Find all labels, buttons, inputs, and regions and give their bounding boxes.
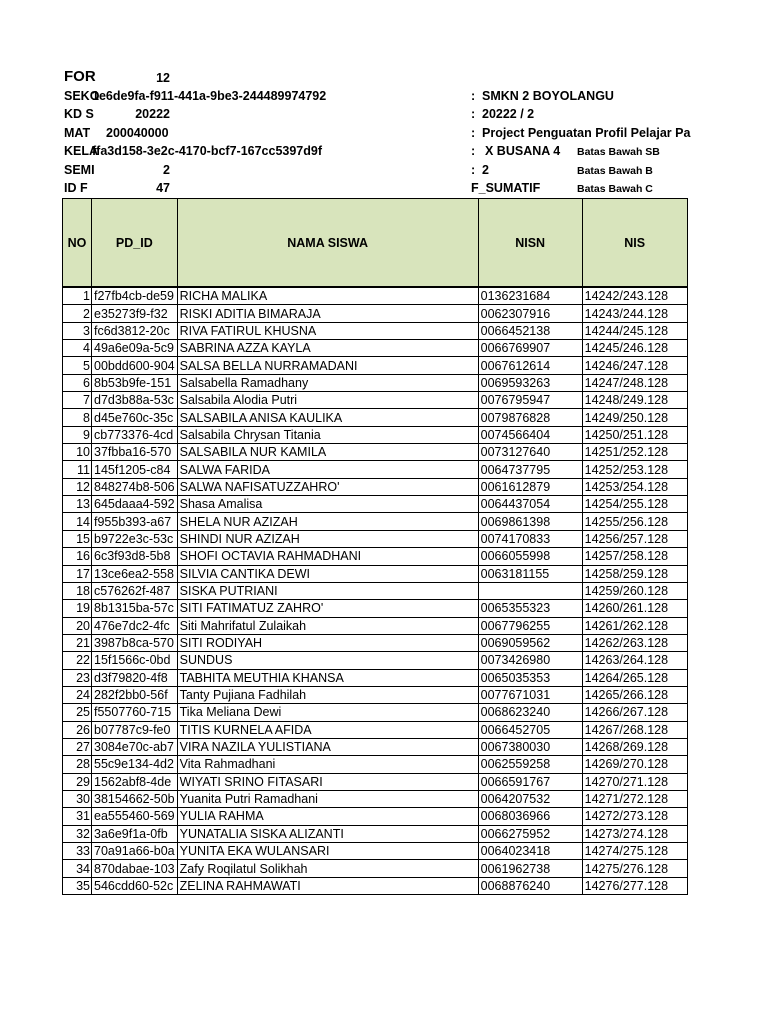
row-nisn: 0136231684 <box>478 288 582 305</box>
row-pd-id: fc6d3812-20c <box>92 322 178 339</box>
row-nama-siswa: SILVIA CANTIKA DEWI <box>177 565 478 582</box>
row-no: 3 <box>63 322 92 339</box>
row-nama-siswa: Yuanita Putri Ramadhani <box>177 790 478 807</box>
table-row <box>63 617 688 634</box>
row-nisn: 0064207532 <box>478 790 582 807</box>
row-nama-siswa: WIYATI SRINO FITASARI <box>177 773 478 790</box>
table-row <box>63 305 688 322</box>
row-no: 34 <box>63 860 92 877</box>
row-pd-id: 37fbba16-570 <box>92 444 178 461</box>
row-nama-siswa: Salsabila Alodia Putri <box>177 392 478 409</box>
row-no: 9 <box>63 426 92 443</box>
row-nama-siswa: Salsabella Ramadhany <box>177 374 478 391</box>
row-nisn: 0066452705 <box>478 721 582 738</box>
row-no: 4 <box>63 340 92 357</box>
row-pd-id: 38154662-50b <box>92 790 178 807</box>
table-row <box>63 340 688 357</box>
table-row <box>63 565 688 582</box>
row-nisn: 0069861398 <box>478 513 582 530</box>
row-nama-siswa: SABRINA AZZA KAYLA <box>177 340 478 357</box>
row-pd-id: 282f2bb0-56f <box>92 686 178 703</box>
row-nisn: 0069059562 <box>478 634 582 651</box>
row-pd-id: 15f1566c-0bd <box>92 652 178 669</box>
row-no: 7 <box>63 392 92 409</box>
row-nis: 14246/247.128 <box>582 357 687 374</box>
row-nisn: 0067380030 <box>478 738 582 755</box>
row-nisn: 0074566404 <box>478 426 582 443</box>
row-nisn: 0066591767 <box>478 773 582 790</box>
table-row <box>63 322 688 339</box>
row-nisn: 0073426980 <box>478 652 582 669</box>
row-pd-id: d45e760c-35c <box>92 409 178 426</box>
row-nis: 14242/243.128 <box>582 288 687 305</box>
table-row <box>63 686 688 703</box>
row-no: 32 <box>63 825 92 842</box>
row-nisn: 0068623240 <box>478 704 582 721</box>
row-nisn: 0073127640 <box>478 444 582 461</box>
row-nis: 14248/249.128 <box>582 392 687 409</box>
row-nis: 14258/259.128 <box>582 565 687 582</box>
table-row <box>63 461 688 478</box>
row-pd-id: 848274b8-506 <box>92 478 178 495</box>
row-pd-id: 546cdd60-52c <box>92 877 178 894</box>
row-nisn: 0074170833 <box>478 530 582 547</box>
table-row <box>63 513 688 530</box>
row-no: 10 <box>63 444 92 461</box>
row-nis: 14250/251.128 <box>582 426 687 443</box>
row-pd-id: e35273f9-f32 <box>92 305 178 322</box>
table-row <box>63 530 688 547</box>
row-nama-siswa: RIVA FATIRUL KHUSNA <box>177 322 478 339</box>
row-nama-siswa: SHELA NUR AZIZAH <box>177 513 478 530</box>
header-note: Batas Bawah B <box>577 165 653 177</box>
row-no: 12 <box>63 478 92 495</box>
row-nis: 14257/258.128 <box>582 548 687 565</box>
row-nis: 14244/245.128 <box>582 322 687 339</box>
row-pd-id: 8b1315ba-57c <box>92 600 178 617</box>
table-row <box>63 877 688 894</box>
table-row <box>63 582 688 599</box>
header-label: SEKO <box>64 89 100 103</box>
row-pd-id: 00bdd600-904 <box>92 357 178 374</box>
row-nisn: 0067612614 <box>478 357 582 374</box>
header-right-value: X BUSANA 4 <box>485 144 561 158</box>
row-nis: 14255/256.128 <box>582 513 687 530</box>
row-nama-siswa: VIRA NAZILA YULISTIANA <box>177 738 478 755</box>
table-row <box>63 600 688 617</box>
table-row <box>63 444 688 461</box>
header-label: SEMI <box>64 163 95 177</box>
table-row <box>63 843 688 860</box>
row-nisn: 0065355323 <box>478 600 582 617</box>
student-table <box>62 198 688 895</box>
header-value: 200040000 <box>106 126 169 140</box>
row-nis: 14253/254.128 <box>582 478 687 495</box>
table-row <box>63 478 688 495</box>
row-nisn: 0077671031 <box>478 686 582 703</box>
row-pd-id: ea555460-569 <box>92 808 178 825</box>
row-nis: 14270/271.128 <box>582 773 687 790</box>
row-no: 6 <box>63 374 92 391</box>
row-nis: 14261/262.128 <box>582 617 687 634</box>
row-nis: 14252/253.128 <box>582 461 687 478</box>
row-no: 26 <box>63 721 92 738</box>
table-row <box>63 374 688 391</box>
row-no: 8 <box>63 409 92 426</box>
row-pd-id: 870dabae-103 <box>92 860 178 877</box>
header-right-value: 20222 / 2 <box>482 107 535 121</box>
row-nisn: 0061612879 <box>478 478 582 495</box>
table-row <box>63 738 688 755</box>
row-no: 31 <box>63 808 92 825</box>
row-no: 22 <box>63 652 92 669</box>
row-nisn: 0064737795 <box>478 461 582 478</box>
row-no: 18 <box>63 582 92 599</box>
row-no: 25 <box>63 704 92 721</box>
row-no: 24 <box>63 686 92 703</box>
header-value: 1e6de9fa-f911-441a-9be3-244489974792 <box>92 89 327 103</box>
header-label: ID F <box>64 181 88 195</box>
row-nis: 14260/261.128 <box>582 600 687 617</box>
row-nama-siswa: YULIA RAHMA <box>177 808 478 825</box>
header-separator: : <box>471 163 476 177</box>
row-nis: 14251/252.128 <box>582 444 687 461</box>
row-nis: 14245/246.128 <box>582 340 687 357</box>
row-nisn: 0062559258 <box>478 756 582 773</box>
row-nis: 14271/272.128 <box>582 790 687 807</box>
row-nis: 14249/250.128 <box>582 409 687 426</box>
row-nama-siswa: SHINDI NUR AZIZAH <box>177 530 478 547</box>
header-label: KELA <box>64 144 99 158</box>
row-nisn: 0067796255 <box>478 617 582 634</box>
header-separator: : <box>471 144 476 158</box>
row-pd-id: 55c9e134-4d2 <box>92 756 178 773</box>
row-pd-id: 476e7dc2-4fc <box>92 617 178 634</box>
table-row <box>63 825 688 842</box>
row-nama-siswa: SALSA BELLA NURRAMADANI <box>177 357 478 374</box>
table-row <box>63 669 688 686</box>
row-nis: 14264/265.128 <box>582 669 687 686</box>
row-nama-siswa: SITI FATIMATUZ ZAHRO' <box>177 600 478 617</box>
row-nis: 14275/276.128 <box>582 860 687 877</box>
row-pd-id: 70a91a66-b0a <box>92 843 178 860</box>
header-value: ffa3d158-3e2c-4170-bcf7-167cc5397d9f <box>92 144 323 158</box>
row-nisn: 0066769907 <box>478 340 582 357</box>
row-nis: 14273/274.128 <box>582 825 687 842</box>
row-nis: 14267/268.128 <box>582 721 687 738</box>
row-no: 13 <box>63 496 92 513</box>
table-row <box>63 288 688 305</box>
row-nis: 14274/275.128 <box>582 843 687 860</box>
row-pd-id: d7d3b88a-53c <box>92 392 178 409</box>
row-nisn: 0066452138 <box>478 322 582 339</box>
row-no: 17 <box>63 565 92 582</box>
row-no: 29 <box>63 773 92 790</box>
row-nisn: 0064023418 <box>478 843 582 860</box>
row-nisn: 0065035353 <box>478 669 582 686</box>
header-separator: : <box>471 126 476 140</box>
row-no: 23 <box>63 669 92 686</box>
row-pd-id: b07787c9-fe0 <box>92 721 178 738</box>
row-nis: 14259/260.128 <box>582 582 687 599</box>
row-nisn: 0068036966 <box>478 808 582 825</box>
row-pd-id: 3987b8ca-570 <box>92 634 178 651</box>
row-pd-id: 13ce6ea2-558 <box>92 565 178 582</box>
row-nis: 14269/270.128 <box>582 756 687 773</box>
col-header-no: NO <box>63 199 92 287</box>
table-row <box>63 392 688 409</box>
row-nis: 14247/248.128 <box>582 374 687 391</box>
row-pd-id: 3a6e9f1a-0fb <box>92 825 178 842</box>
header-value: 47 <box>156 181 170 195</box>
row-nama-siswa: RICHA MALIKA <box>177 288 478 305</box>
col-header-nisn: NISN <box>478 199 582 287</box>
table-row <box>63 790 688 807</box>
row-nis: 14243/244.128 <box>582 305 687 322</box>
table-row <box>63 756 688 773</box>
table-row <box>63 409 688 426</box>
header-right-value: 2 <box>482 163 489 177</box>
row-nis: 14256/257.128 <box>582 530 687 547</box>
row-pd-id: 6c3f93d8-5b8 <box>92 548 178 565</box>
row-no: 35 <box>63 877 92 894</box>
row-nama-siswa: TITIS KURNELA AFIDA <box>177 721 478 738</box>
row-nisn: 0068876240 <box>478 877 582 894</box>
col-header-nis: NIS <box>582 199 687 287</box>
row-nama-siswa: Siti Mahrifatul Zulaikah <box>177 617 478 634</box>
row-nama-siswa: Tanty Pujiana Fadhilah <box>177 686 478 703</box>
table-row <box>63 652 688 669</box>
row-nama-siswa: TABHITA MEUTHIA KHANSA <box>177 669 478 686</box>
row-no: 1 <box>63 288 92 305</box>
row-nama-siswa: SALWA FARIDA <box>177 461 478 478</box>
row-pd-id: f5507760-715 <box>92 704 178 721</box>
header-note: Batas Bawah SB <box>577 146 660 158</box>
form-number: 12 <box>156 71 170 85</box>
row-nis: 14265/266.128 <box>582 686 687 703</box>
table-row <box>63 426 688 443</box>
header-separator: : <box>471 89 476 103</box>
header-separator: : <box>471 107 476 121</box>
row-nama-siswa: Shasa Amalisa <box>177 496 478 513</box>
row-nisn: 0064437054 <box>478 496 582 513</box>
table-row <box>63 704 688 721</box>
row-nis: 14268/269.128 <box>582 738 687 755</box>
row-pd-id: 145f1205-c84 <box>92 461 178 478</box>
row-nama-siswa: Tika Meliana Dewi <box>177 704 478 721</box>
row-nis: 14276/277.128 <box>582 877 687 894</box>
row-no: 21 <box>63 634 92 651</box>
header-value: 20222 <box>135 107 170 121</box>
row-nisn: 0066055998 <box>478 548 582 565</box>
row-pd-id: 49a6e09a-5c9 <box>92 340 178 357</box>
header-right-value: SMKN 2 BOYOLANGU <box>482 89 614 103</box>
row-nama-siswa: RISKI ADITIA BIMARAJA <box>177 305 478 322</box>
row-pd-id: f27fb4cb-de59 <box>92 288 178 305</box>
row-nama-siswa: SISKA PUTRIANI <box>177 582 478 599</box>
row-nama-siswa: Salsabila Chrysan Titania <box>177 426 478 443</box>
row-nama-siswa: SITI RODIYAH <box>177 634 478 651</box>
row-no: 14 <box>63 513 92 530</box>
table-row <box>63 496 688 513</box>
table-row <box>63 860 688 877</box>
header-label: KD S <box>64 107 94 121</box>
row-no: 16 <box>63 548 92 565</box>
row-nama-siswa: Vita Rahmadhani <box>177 756 478 773</box>
header-label: MAT <box>64 126 91 140</box>
row-nama-siswa: ZELINA RAHMAWATI <box>177 877 478 894</box>
row-nama-siswa: SALSABILA NUR KAMILA <box>177 444 478 461</box>
row-nis: 14254/255.128 <box>582 496 687 513</box>
row-nisn: 0079876828 <box>478 409 582 426</box>
row-pd-id: 645daaa4-592 <box>92 496 178 513</box>
row-nisn <box>478 582 582 599</box>
header-value: 2 <box>163 163 170 177</box>
row-nisn: 0069593263 <box>478 374 582 391</box>
row-pd-id: f955b393-a67 <box>92 513 178 530</box>
header-right-value: F_SUMATIF <box>471 181 541 195</box>
row-nis: 14263/264.128 <box>582 652 687 669</box>
row-pd-id: d3f79820-4f8 <box>92 669 178 686</box>
row-pd-id: 3084e70c-ab7 <box>92 738 178 755</box>
row-no: 19 <box>63 600 92 617</box>
table-row <box>63 357 688 374</box>
table-row <box>63 634 688 651</box>
table-row <box>63 548 688 565</box>
row-no: 27 <box>63 738 92 755</box>
table-row <box>63 773 688 790</box>
header-note: Batas Bawah C <box>577 183 653 195</box>
row-pd-id: b9722e3c-53c <box>92 530 178 547</box>
row-nisn: 0062307916 <box>478 305 582 322</box>
row-no: 5 <box>63 357 92 374</box>
row-no: 33 <box>63 843 92 860</box>
row-nisn: 0061962738 <box>478 860 582 877</box>
col-header-nama-siswa: NAMA SISWA <box>177 199 478 287</box>
table-row <box>63 808 688 825</box>
row-no: 11 <box>63 461 92 478</box>
row-nisn: 0063181155 <box>478 565 582 582</box>
row-nisn: 0066275952 <box>478 825 582 842</box>
row-pd-id: cb773376-4cd <box>92 426 178 443</box>
row-no: 20 <box>63 617 92 634</box>
row-nama-siswa: Zafy Roqilatul Solikhah <box>177 860 478 877</box>
row-nama-siswa: SALSABILA ANISA KAULIKA <box>177 409 478 426</box>
form-title: FOR <box>64 68 96 85</box>
col-header-pd-id: PD_ID <box>92 199 178 287</box>
row-nis: 14272/273.128 <box>582 808 687 825</box>
table-header-row <box>63 199 688 287</box>
header-right-value: Project Penguatan Profil Pelajar Pa <box>482 126 691 140</box>
row-nama-siswa: YUNITA EKA WULANSARI <box>177 843 478 860</box>
row-nis: 14262/263.128 <box>582 634 687 651</box>
row-nama-siswa: SALWA NAFISATUZZAHRO' <box>177 478 478 495</box>
row-no: 15 <box>63 530 92 547</box>
row-nama-siswa: SHOFI OCTAVIA RAHMADHANI <box>177 548 478 565</box>
row-pd-id: 8b53b9fe-151 <box>92 374 178 391</box>
row-nisn: 0076795947 <box>478 392 582 409</box>
row-nama-siswa: SUNDUS <box>177 652 478 669</box>
row-pd-id: 1562abf8-4de <box>92 773 178 790</box>
row-nama-siswa: YUNATALIA SISKA ALIZANTI <box>177 825 478 842</box>
row-nis: 14266/267.128 <box>582 704 687 721</box>
row-no: 30 <box>63 790 92 807</box>
row-pd-id: c576262f-487 <box>92 582 178 599</box>
row-no: 2 <box>63 305 92 322</box>
row-no: 28 <box>63 756 92 773</box>
table-row <box>63 721 688 738</box>
